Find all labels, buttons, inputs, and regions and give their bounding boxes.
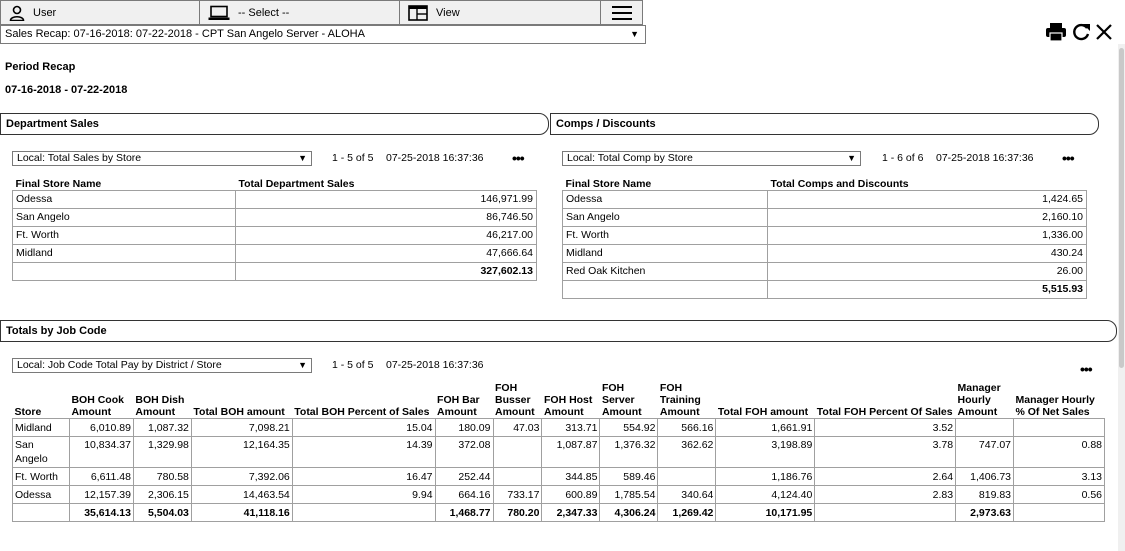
total-boh-value: 14,463.54 — [191, 486, 292, 504]
table-row — [13, 419, 1105, 437]
report-select-value: Sales Recap: 07-16-2018: 07-22-2018 - CPT San Angelo Server - ALOHA — [5, 28, 365, 40]
more-options-icon[interactable]: ••• — [1062, 150, 1074, 166]
store-name: Odessa — [13, 486, 70, 504]
foh-host-value: 313.71 — [542, 419, 600, 437]
department-sales-timestamp: 07-25-2018 16:37:36 — [386, 152, 484, 164]
comps-value: 2,160.10 — [768, 208, 1087, 226]
boh-percent-value: 16.47 — [292, 468, 435, 486]
boh-dish-value: 780.58 — [133, 468, 191, 486]
store-name: Midland — [13, 244, 236, 262]
manager-percent-value: 0.88 — [1014, 437, 1105, 468]
column-header[interactable]: BOH Cook Amount — [71, 394, 124, 418]
foh-percent-value: 3.78 — [815, 437, 956, 468]
table-row — [13, 468, 1105, 486]
department-sales-header: Department Sales — [0, 113, 549, 135]
foh-server-value: 589.46 — [600, 468, 658, 486]
department-sales-dropdown-value: Local: Total Sales by Store — [17, 152, 142, 164]
laptop-icon — [208, 5, 230, 21]
manager-hourly-value — [956, 419, 1014, 437]
manager-percent-value: 3.13 — [1014, 468, 1105, 486]
table-row — [13, 486, 1105, 504]
close-icon[interactable] — [1095, 22, 1113, 42]
store-name: Red Oak Kitchen — [563, 262, 768, 280]
foh-bar-value: 372.08 — [435, 437, 493, 468]
column-header[interactable]: Store — [14, 406, 42, 418]
job-code-dropdown[interactable] — [12, 358, 312, 373]
total-row — [13, 504, 1105, 522]
total-boh-value: 7,098.21 — [191, 419, 292, 437]
boh-dish-value: 1,329.98 — [133, 437, 191, 468]
table-row — [563, 208, 1087, 226]
table-row — [563, 262, 1087, 280]
total-boh-value: 7,392.06 — [191, 468, 292, 486]
column-header[interactable]: FOH Bar Amount — [437, 394, 480, 418]
column-header[interactable]: BOH Dish Amount — [135, 394, 185, 418]
sales-value: 146,971.99 — [236, 190, 537, 208]
foh-server-value: 1,376.32 — [600, 437, 658, 468]
store-name: Odessa — [13, 190, 236, 208]
boh-percent-value: 14.39 — [292, 437, 435, 468]
manager-hourly-value: 819.83 — [956, 486, 1014, 504]
sales-value: 47,666.64 — [236, 244, 537, 262]
comps-value: 26.00 — [768, 262, 1087, 280]
comps-value: 1,424.65 — [768, 190, 1087, 208]
comps-table — [562, 175, 1087, 299]
foh-training-value: 566.16 — [658, 419, 716, 437]
sales-value: 46,217.00 — [236, 226, 537, 244]
total-boh-value: 12,164.35 — [191, 437, 292, 468]
device-select-label: -- Select -- — [238, 6, 290, 19]
foh-percent-value: 3.52 — [815, 419, 956, 437]
comps-paging: 1 - 6 of 6 — [882, 152, 924, 164]
foh-busser-value — [493, 437, 542, 468]
dropdown-arrow-icon: ▼ — [847, 153, 856, 163]
comps-value: 430.24 — [768, 244, 1087, 262]
total-row — [563, 280, 1087, 298]
foh-busser-value: 733.17 — [493, 486, 542, 504]
foh-percent-value: 2.83 — [815, 486, 956, 504]
column-header[interactable]: FOH Host Amount — [543, 394, 593, 418]
foh-training-value — [658, 468, 716, 486]
dropdown-arrow-icon: ▼ — [630, 29, 639, 39]
column-header[interactable]: FOH Training Amount — [659, 382, 701, 418]
store-name: Midland — [563, 244, 768, 262]
manager-percent-value: 0.56 — [1014, 486, 1105, 504]
boh-cook-value: 12,157.39 — [69, 486, 133, 504]
total-value: 35,614.13 — [69, 504, 133, 522]
foh-busser-value: 47.03 — [493, 419, 542, 437]
total-value: 5,504.03 — [133, 504, 191, 522]
store-name: San Angelo — [13, 208, 236, 226]
column-header[interactable]: Total Comps and Discounts — [770, 177, 909, 190]
boh-dish-value: 2,306.15 — [133, 486, 191, 504]
foh-host-value: 344.85 — [542, 468, 600, 486]
foh-bar-value: 664.16 — [435, 486, 493, 504]
total-value: 327,602.13 — [236, 262, 537, 280]
table-row — [13, 190, 537, 208]
total-foh-value: 3,198.89 — [716, 437, 815, 468]
column-header[interactable]: Manager Hourly Amount — [957, 382, 1001, 418]
scrollbar-thumb[interactable] — [1119, 48, 1124, 368]
hamburger-icon — [612, 6, 632, 20]
column-header[interactable]: Final Store Name — [15, 177, 102, 190]
more-options-icon[interactable]: ••• — [512, 150, 524, 166]
column-header[interactable]: Total BOH Percent of Sales — [294, 406, 430, 418]
foh-host-value: 600.89 — [542, 486, 600, 504]
date-range: 07-16-2018 - 07-22-2018 — [5, 84, 128, 96]
table-row — [13, 244, 537, 262]
comps-discounts-header: Comps / Discounts — [550, 113, 1099, 135]
total-value: 1,269.42 — [658, 504, 716, 522]
dropdown-arrow-icon: ▼ — [298, 360, 307, 370]
dropdown-arrow-icon: ▼ — [298, 153, 307, 163]
manager-hourly-value: 1,406.73 — [956, 468, 1014, 486]
column-header[interactable]: Total Department Sales — [238, 177, 355, 190]
job-code-header: Totals by Job Code — [0, 320, 1117, 342]
total-value: 2,973.63 — [956, 504, 1014, 522]
column-header[interactable]: Total FOH Percent Of Sales — [816, 406, 953, 418]
store-name: Odessa — [563, 190, 768, 208]
total-value: 5,515.93 — [768, 280, 1087, 298]
total-value: 10,171.95 — [716, 504, 815, 522]
total-value: 2,347.33 — [542, 504, 600, 522]
foh-percent-value: 2.64 — [815, 468, 956, 486]
column-header[interactable]: Total FOH amount — [717, 406, 809, 418]
job-code-paging: 1 - 5 of 5 — [332, 359, 374, 371]
table-row — [563, 244, 1087, 262]
job-code-table — [12, 382, 1105, 522]
column-header[interactable]: FOH Server Amount — [601, 382, 642, 418]
total-value: 4,306.24 — [600, 504, 658, 522]
job-code-dropdown-value: Local: Job Code Total Pay by District / Store — [17, 359, 222, 371]
comps-dropdown-value: Local: Total Comp by Store — [567, 152, 693, 164]
total-foh-value: 1,661.91 — [716, 419, 815, 437]
boh-cook-value: 10,834.37 — [69, 437, 133, 468]
store-name: San Angelo — [563, 208, 768, 226]
boh-dish-value: 1,087.32 — [133, 419, 191, 437]
store-name: Ft. Worth — [13, 226, 236, 244]
sales-value: 86,746.50 — [236, 208, 537, 226]
device-select-button[interactable] — [199, 0, 400, 25]
user-label: User — [33, 6, 57, 19]
table-row — [13, 437, 1105, 468]
store-name: Midland — [13, 419, 70, 437]
foh-bar-value: 180.09 — [435, 419, 493, 437]
foh-bar-value: 252.44 — [435, 468, 493, 486]
column-header[interactable]: Final Store Name — [565, 177, 652, 190]
foh-host-value: 1,087.87 — [542, 437, 600, 468]
column-header[interactable]: FOH Busser Amount — [495, 382, 535, 418]
total-foh-value: 4,124.40 — [716, 486, 815, 504]
department-sales-paging: 1 - 5 of 5 — [332, 152, 374, 164]
page-title: Period Recap — [5, 61, 76, 73]
manager-hourly-value: 747.07 — [956, 437, 1014, 468]
column-header[interactable]: Total BOH amount — [193, 406, 285, 418]
foh-server-value: 1,785.54 — [600, 486, 658, 504]
foh-training-value: 340.64 — [658, 486, 716, 504]
total-value: 41,118.16 — [191, 504, 292, 522]
column-header[interactable]: Manager Hourly % Of Net Sales — [1015, 394, 1095, 418]
report-actions — [1045, 22, 1113, 42]
comps-value: 1,336.00 — [768, 226, 1087, 244]
report-select[interactable] — [0, 25, 646, 44]
total-value: 780.20 — [493, 504, 542, 522]
total-value: 1,468.77 — [435, 504, 493, 522]
total-foh-value: 1,186.76 — [716, 468, 815, 486]
store-name: Ft. Worth — [563, 226, 768, 244]
job-code-timestamp: 07-25-2018 16:37:36 — [386, 359, 484, 371]
boh-cook-value: 6,010.89 — [69, 419, 133, 437]
foh-server-value: 554.92 — [600, 419, 658, 437]
refresh-icon[interactable] — [1071, 22, 1091, 42]
boh-percent-value: 15.04 — [292, 419, 435, 437]
boh-cook-value: 6,611.48 — [69, 468, 133, 486]
table-row — [13, 208, 537, 226]
table-row — [13, 226, 537, 244]
department-sales-dropdown[interactable] — [12, 151, 312, 166]
hamburger-menu-button[interactable] — [600, 0, 643, 25]
view-icon — [408, 5, 428, 21]
department-sales-table — [12, 175, 537, 281]
boh-percent-value: 9.94 — [292, 486, 435, 504]
foh-busser-value — [493, 468, 542, 486]
comps-timestamp: 07-25-2018 16:37:36 — [936, 152, 1034, 164]
comps-dropdown[interactable] — [562, 151, 861, 166]
table-row — [563, 190, 1087, 208]
store-name: Ft. Worth — [13, 468, 70, 486]
total-row — [13, 262, 537, 280]
table-row — [563, 226, 1087, 244]
store-name: San Angelo — [13, 437, 70, 468]
view-label: View — [436, 6, 460, 19]
user-icon — [9, 5, 25, 21]
foh-training-value: 362.62 — [658, 437, 716, 468]
view-menu-button[interactable] — [399, 0, 601, 25]
manager-percent-value — [1014, 419, 1105, 437]
user-menu-button[interactable] — [0, 0, 200, 25]
print-icon[interactable] — [1045, 22, 1067, 42]
more-options-icon[interactable]: ••• — [1080, 361, 1092, 377]
